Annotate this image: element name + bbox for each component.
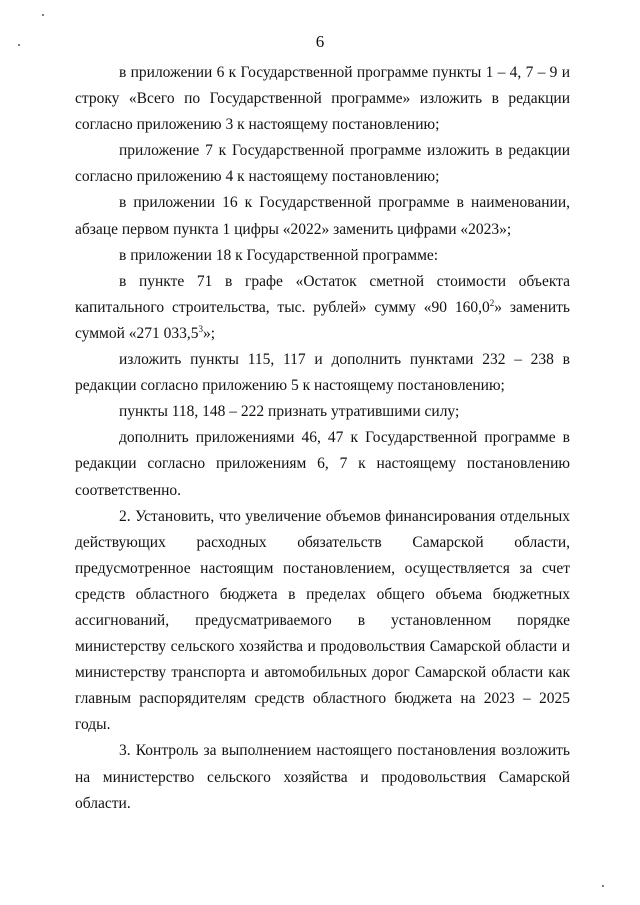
paragraph-appendix-18-intro: в приложении 18 к Государственной программе:: [119, 246, 439, 264]
point-71-text-start: в пункте 71 в графе «Остаток сметной стоимости объекта капитального строительства, тыс. рублей» сумму «90 160,0: [75, 272, 570, 316]
paragraph-appendix-7: приложение 7 к Государственной программе изложить в редакции согласно приложению 4 к настоящему постановлению;: [75, 142, 570, 186]
paragraph-point-71: [75, 269, 570, 347]
footnote-marker: 3: [198, 323, 204, 334]
paragraph-appendix-6: в приложении 6 к Государственной программе пункты 1 – 4, 7 – 9 и строку «Всего по Государственной программе» изложить в редакции согласно приложению 3 к настоящему постановлению;: [75, 64, 570, 134]
paragraph-clause-3: 3. Контроль за выполнением настоящего постановления возложить на министерство сельского хозяйства и продовольствия Самарской области.: [75, 742, 570, 812]
footnote-marker: 2: [489, 297, 495, 308]
scan-speck: [42, 14, 44, 16]
paragraph-points-115-117: изложить пункты 115, 117 и дополнить пунктами 232 – 238 в редакции согласно приложению 5 к настоящему постановлению;: [75, 351, 570, 395]
scan-speck: [602, 885, 604, 887]
paragraph-points-118-222: пункты 118, 148 – 222 признать утратившими силу;: [119, 403, 460, 421]
paragraph-clause-2: 2. Установить, что увеличение объемов финансирования отдельных действующих расходных обязательств Самарской области, предусмотренное настоящим постановлением, осуществляется за счет средств областного бюджета в пределах общего объема бюджетных ассигнований, предусматриваемого в установленном порядке министерству сельского хозяйства и продовольствия Самарской области и министерству транспорта и автомобильных дорог Самарской области как главным распорядителям средств областного бюджета на 2023 – 2025 годы.: [75, 507, 570, 734]
paragraph-appendix-16: в приложении 16 к Государственной программе в наименовании, абзаце первом пункта 1 цифры «2022» заменить цифрами «2023»;: [75, 194, 570, 238]
paragraph-appendices-46-47: дополнить приложениями 46, 47 к Государственной программе в редакции согласно приложениям 6, 7 к настоящему постановлению соответственно.: [75, 429, 570, 499]
point-71-text-end: »;: [203, 324, 216, 342]
document-body: [75, 60, 570, 817]
point-71-text-middle: » заменить суммой «271 033,5: [75, 298, 570, 342]
page-number: 6: [315, 32, 325, 51]
